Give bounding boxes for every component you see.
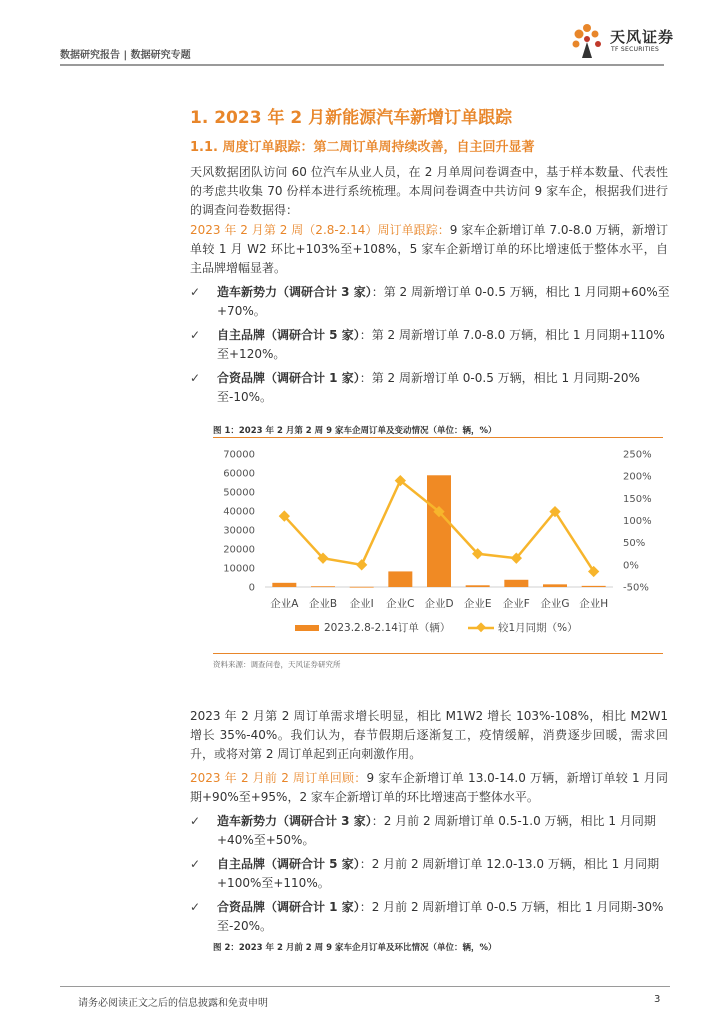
bullet-text: ：2 月前 2 周新增订单 0.5-1.0 万辆，相比 1 月同期+40%至+50%。 [217,814,656,847]
figure-1-svg [213,440,663,645]
check-icon: ✓ [190,814,201,828]
bullet-label: 合资品牌（调研合计 1 家） [217,371,360,385]
figure-1-title: 图 1：2023 年 2 月第 2 周 9 家车企周订单及变动情况（单位：辆，%） [213,426,497,436]
w2-bullet-1 [190,283,670,321]
figure-1-source: 资料来源：调查问卷，天风证券研究所 [213,660,341,669]
report-category: 数据研究报告 | 数据研究专题 [60,50,191,61]
category-label: 企业A [270,598,299,610]
w2-body: 9 家车企新增订单 7.0-8.0 万辆，新增订单较 1 月 W2 环比+103%至+108%，5 家车企新增订单的环比增速低于整体水平，自主品牌增幅显著。 [190,223,669,275]
bar-企业E [466,585,490,587]
section-title: 1. 2023 年 2 月新能源汽车新增订单跟踪 [190,108,513,128]
first2-bullet-3 [190,898,670,936]
legend-line-label: 较1月同期（%） [498,622,578,634]
bullet-label: 造车新势力（调研合计 3 家） [217,814,372,828]
left-axis-tick-label: 50000 [223,487,255,499]
first2-bullet-2 [190,855,670,893]
bar-企业H [582,586,606,587]
w2-bullet-3 [190,369,670,407]
page-number: 3 [654,994,661,1005]
category-label: 企业D [424,598,454,610]
right-axis-tick-label: 200% [623,471,652,483]
bar-企业A [272,583,296,587]
category-label: 企业H [579,598,609,610]
bar-企业I [350,587,374,588]
legend-line-marker [476,622,486,632]
first2-lead: 2023 年 2 月前 2 周订单回顾： [190,771,367,785]
bullet-label: 合资品牌（调研合计 1 家） [217,900,360,914]
left-axis-tick-label: 0 [248,582,255,594]
figure-2-title: 图 2：2023 年 2 月前 2 周 9 家车企月订单及环比情况（单位：辆，%） [213,943,497,953]
check-icon: ✓ [190,285,201,299]
category-label: 企业I [349,598,374,610]
category-label: 企业C [386,598,415,610]
left-axis-tick-label: 30000 [223,525,255,537]
bar-企业B [311,586,335,587]
bullet-label: 自主品牌（调研合计 5 家） [217,857,360,871]
bar-企业G [543,584,567,587]
footer-disclaimer: 请务必阅读正文之后的信息披露和免责申明 [78,998,268,1009]
left-axis-tick-label: 20000 [223,544,255,556]
tf-logo-icon [570,22,608,60]
figure-1-bottom-rule [213,653,663,654]
legend-bar-swatch [295,625,319,631]
bar-企业C [388,571,412,587]
first2-paragraph [190,769,668,807]
subsection-title: 1.1. 周度订单跟踪：第二周订单周持续改善，自主回升显著 [190,140,535,155]
tf-securities-logo [570,22,690,62]
right-axis-tick-label: 250% [623,449,652,461]
left-axis-tick-label: 40000 [223,506,255,518]
category-label: 企业B [308,598,338,610]
line-point-企业I [356,559,367,570]
first2-body: 9 家车企新增订单 13.0-14.0 万辆，新增订单较 1 月同期+90%至+95%，2 家车企新增订单的环比增速高于整体水平。 [190,771,668,804]
right-axis-tick-label: 150% [623,493,652,505]
left-axis-tick-label: 60000 [223,468,255,480]
figure-1-chart [213,440,663,645]
bullet-text: ：第 2 周新增订单 0-0.5 万辆，相比 1 月同期+60%至+70%。 [217,285,670,318]
check-icon: ✓ [190,328,201,342]
check-icon: ✓ [190,900,201,914]
first2-bullet-1 [190,812,670,850]
intro-paragraph: 天风数据团队访问 60 位汽车从业人员，在 2 月单周问卷调查中，基于样本数量、代表性的考虑共收集 70 份样本进行系统梳理。本周问卷调查中共访问 9 家车企，根据我们进行的调查问卷数据得： [190,165,668,217]
bullet-text: ：第 2 周新增订单 7.0-8.0 万辆，相比 1 月同期+110%至+120%。 [217,328,665,361]
check-icon: ✓ [190,857,201,871]
right-axis-tick-label: 50% [623,538,646,550]
logo-name: 天风证券 [610,28,675,46]
bullet-text: ：第 2 周新增订单 0-0.5 万辆，相比 1 月同期-20%至-10%。 [217,371,640,404]
bar-企业D [427,475,451,587]
footer-divider [60,986,670,987]
check-icon: ✓ [190,371,201,385]
left-axis-tick-label: 70000 [223,449,255,461]
w2-bullet-2 [190,326,670,364]
figure-1-top-rule [213,437,663,438]
legend-bar-label: 2023.2.8-2.14订单（辆） [324,622,451,634]
bullet-text: ：2 月前 2 周新增订单 12.0-13.0 万辆，相比 1 月同期+100%至+110%。 [217,857,660,890]
category-label: 企业F [502,598,530,610]
w2-lead: 2023 年 2 月第 2 周（2.8-2.14）周订单跟踪： [190,223,450,237]
category-label: 企业E [463,598,492,610]
logo-subtitle: TF SECURITIES [611,46,660,53]
category-label: 企业G [540,598,570,610]
bullet-label: 自主品牌（调研合计 5 家） [217,328,360,342]
bullet-text: ：2 月前 2 周新增订单 0-0.5 万辆，相比 1 月同期-30%至-20%。 [217,900,664,933]
left-axis-tick-label: 10000 [223,563,255,575]
right-axis-tick-label: -50% [623,582,649,594]
header-divider [60,64,664,66]
bullet-label: 造车新势力（调研合计 3 家） [217,285,372,299]
right-axis-tick-label: 0% [623,560,639,572]
bar-企业F [504,580,528,587]
analysis-paragraph: 2023 年 2 月第 2 周订单需求增长明显，相比 M1W2 增长 103%-108%，相比 M2W1 增长 35%-40%。我们认为，春节假期后逐渐复工，疫情缓解，消费逐步回暖，需求回升，或将对第 2 周订单起到正向刺激作用。 [190,709,668,761]
w2-paragraph [190,221,668,278]
right-axis-tick-label: 100% [623,516,652,527]
